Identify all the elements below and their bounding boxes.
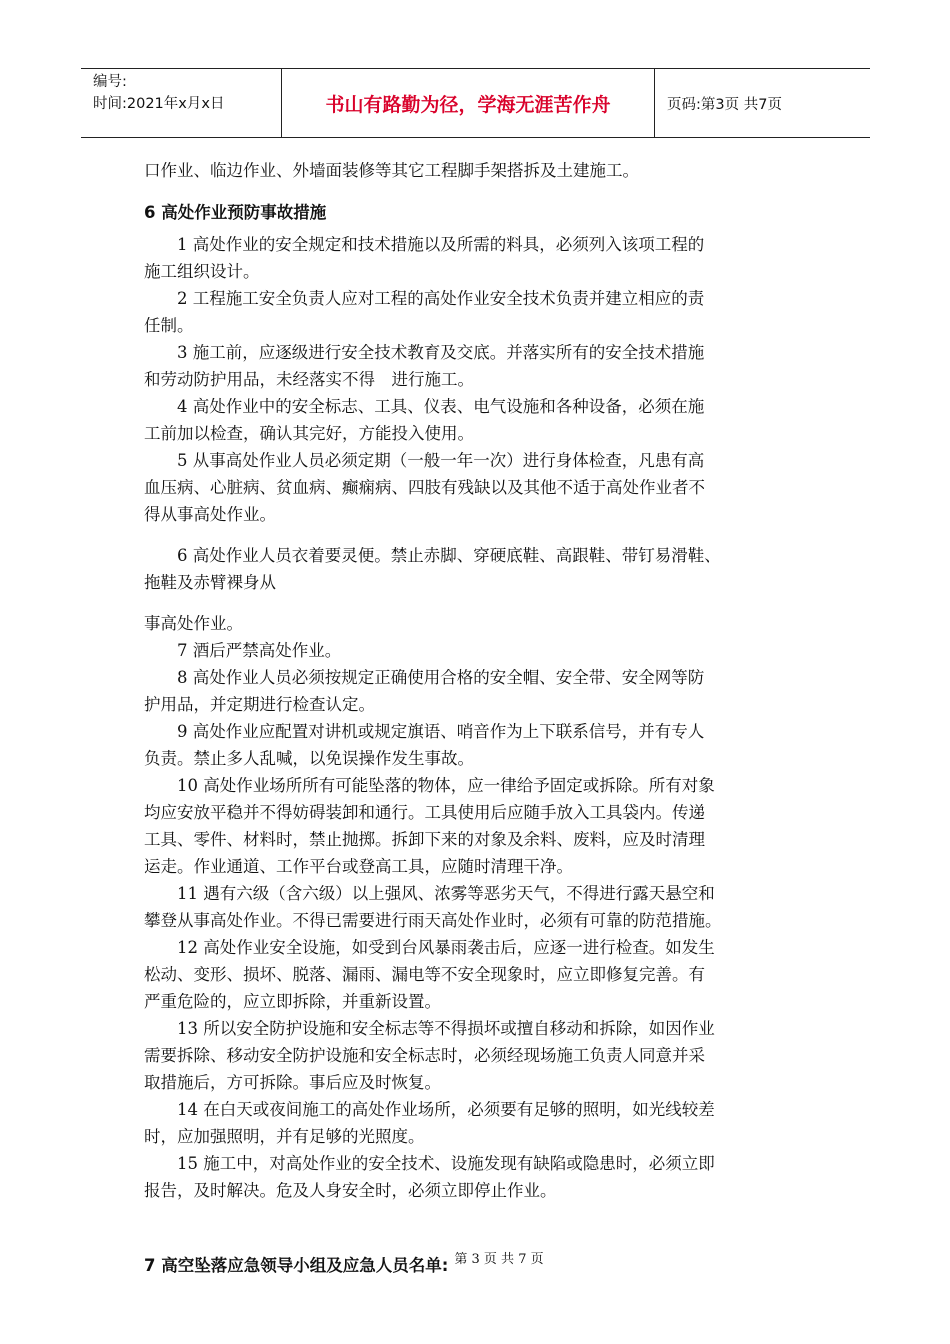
header-page-info: 页码:第3页 共7页 bbox=[667, 96, 782, 113]
body-line: 口作业、临边作业、外墙面装修等其它工程脚手架搭拆及土建施工。 bbox=[144, 161, 639, 180]
body-line: 9 高处作业应配置对讲机或规定旗语、哨音作为上下联系信号，并有专人 bbox=[144, 722, 705, 741]
body-line: 任制。 bbox=[144, 316, 194, 335]
body-line: 攀登从事高处作业。不得已需要进行雨天高处作业时，必须有可靠的防范措施。 bbox=[144, 911, 722, 930]
body-line: 时，应加强照明，并有足够的光照度。 bbox=[144, 1127, 425, 1146]
body-line: 14 在白天或夜间施工的高处作业场所，必须要有足够的照明，如光线较差 bbox=[144, 1100, 715, 1119]
body-line: 5 从事高处作业人员必须定期（一般一年一次）进行身体检查，凡患有高 bbox=[144, 451, 705, 470]
document-number-label: 编号: bbox=[93, 74, 127, 90]
body-line: 1 高处作业的安全规定和技术措施以及所需的料具，必须列入该项工程的 bbox=[144, 235, 705, 254]
header-meta bbox=[81, 69, 281, 137]
body-line: 工具、零件、材料时，禁止抛掷。拆卸下来的对象及余料、废料，应及时清理 bbox=[144, 830, 705, 849]
body-line: 11 遇有六级（含六级）以上强风、浓雾等恶劣天气，不得进行露天悬空和 bbox=[144, 884, 715, 903]
header-motto: 书山有路勤为径，学海无涯苦作舟 bbox=[281, 69, 655, 137]
body-line: 15 施工中，对高处作业的安全技术、设施发现有缺陷或隐患时，必须立即 bbox=[144, 1154, 715, 1173]
body-line: 10 高处作业场所所有可能坠落的物体，应一律给予固定或拆除。所有对象 bbox=[144, 776, 715, 795]
document-date: 时间:2021年x月x日 bbox=[93, 96, 225, 112]
body-line: 松动、变形、损坏、脱落、漏雨、漏电等不安全现象时，应立即修复完善。有 bbox=[144, 965, 705, 984]
body-line: 均应安放平稳并不得妨碍装卸和通行。工具使用后应随手放入工具袋内。传递 bbox=[144, 803, 705, 822]
body-line: 4 高处作业中的安全标志、工具、仪表、电气设施和各种设备，必须在施 bbox=[144, 397, 705, 416]
body-line: 血压病、心脏病、贫血病、癫痫病、四肢有残缺以及其他不适于高处作业者不 bbox=[144, 478, 705, 497]
body-line: 工前加以检查，确认其完好，方能投入使用。 bbox=[144, 424, 474, 443]
page-header bbox=[81, 68, 870, 138]
body-line: 护用品，并定期进行检查认定。 bbox=[144, 695, 375, 714]
body-line: 6 高处作业人员衣着要灵便。禁止赤脚、穿硬底鞋、高跟鞋、带钉易滑鞋、 bbox=[144, 546, 721, 565]
body-line: 拖鞋及赤臂裸身从 bbox=[144, 573, 276, 592]
body-line: 施工组织设计。 bbox=[144, 262, 260, 281]
body-line: 取措施后，方可拆除。事后应及时恢复。 bbox=[144, 1073, 441, 1092]
body-line: 事高处作业。 bbox=[144, 614, 243, 633]
page-footer: 第 3 页 共 7 页 bbox=[454, 1252, 544, 1267]
body-line: 需要拆除、移动安全防护设施和安全标志时，必须经现场施工负责人同意并采 bbox=[144, 1046, 705, 1065]
document-body bbox=[144, 157, 812, 1279]
body-line: 得从事高处作业。 bbox=[144, 505, 276, 524]
body-line: 8 高处作业人员必须按规定正确使用合格的安全帽、安全带、安全网等防 bbox=[144, 668, 705, 687]
body-line: 运走。作业通道、工作平台或登高工具，应随时清理干净。 bbox=[144, 857, 573, 876]
body-line: 2 工程施工安全负责人应对工程的高处作业安全技术负责并建立相应的责 bbox=[144, 289, 705, 308]
body-line: 和劳动防护用品，未经落实不得 进行施工。 bbox=[144, 370, 474, 389]
body-line: 负责。禁止多人乱喊，以免误操作发生事故。 bbox=[144, 749, 474, 768]
section-heading-7: 7 高空坠落应急领导小组及应急人员名单: bbox=[144, 1256, 449, 1275]
body-line: 3 施工前，应逐级进行安全技术教育及交底。并落实所有的安全技术措施 bbox=[144, 343, 705, 362]
body-line: 严重危险的，应立即拆除，并重新设置。 bbox=[144, 992, 441, 1011]
section-heading-6: 6 高处作业预防事故措施 bbox=[144, 203, 327, 222]
body-line: 12 高处作业安全设施，如受到台风暴雨袭击后，应逐一进行检查。如发生 bbox=[144, 938, 715, 957]
body-line: 报告，及时解决。危及人身安全时，必须立即停止作业。 bbox=[144, 1181, 557, 1200]
body-line: 7 酒后严禁高处作业。 bbox=[144, 641, 342, 660]
body-line: 13 所以安全防护设施和安全标志等不得损坏或擅自移动和拆除，如因作业 bbox=[144, 1019, 715, 1038]
